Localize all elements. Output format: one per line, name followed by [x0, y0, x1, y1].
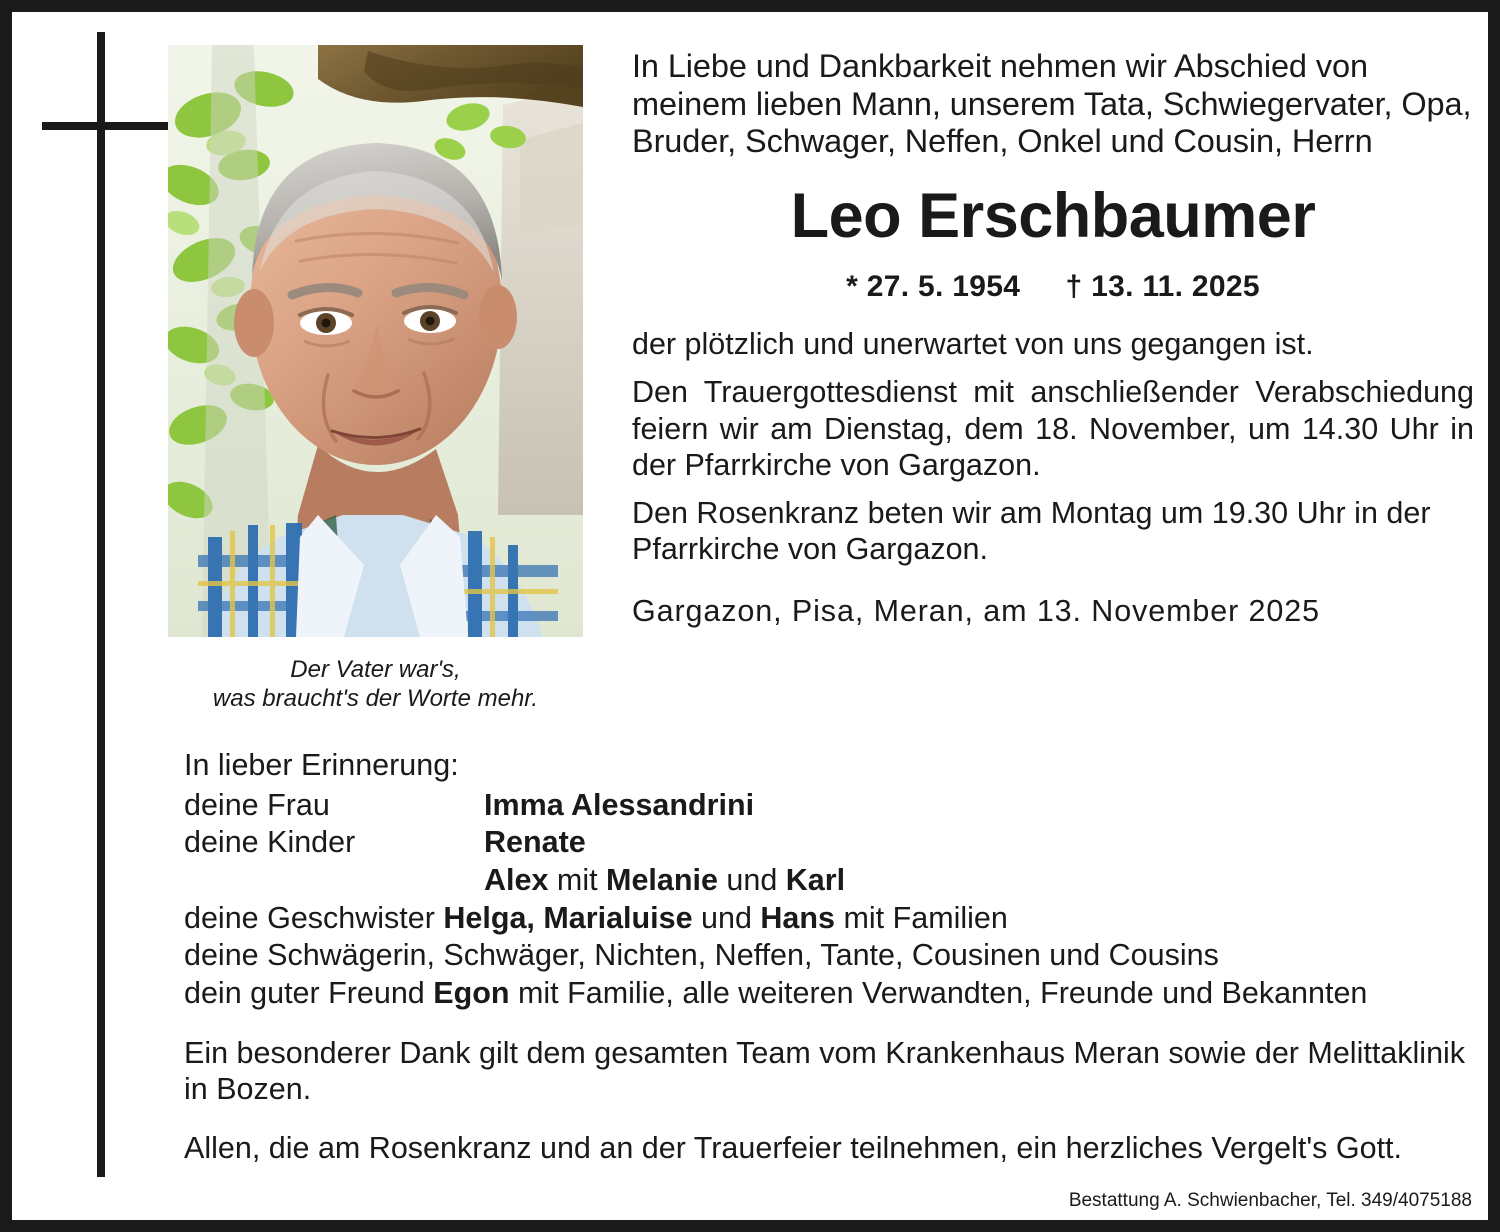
family-row-wife	[184, 787, 1474, 825]
friend-name: Egon	[433, 975, 510, 1010]
memorial-block	[184, 747, 1474, 1166]
notice-inner	[12, 12, 1488, 1220]
thanks-attendees: Allen, die am Rosenkranz und an der Trauerfeier teilnehmen, ein herzliches Vergelt's Gott.	[184, 1130, 1403, 1165]
photo-caption-line2: was braucht's der Worte mehr.	[212, 685, 539, 713]
siblings-suffix: mit Familien	[835, 900, 1008, 935]
cross-vertical-bar	[97, 32, 105, 1177]
child-conj-2: und	[717, 862, 786, 897]
child-melanie: Melanie	[606, 862, 718, 897]
friend-label: dein guter Freund	[184, 975, 434, 1010]
christian-cross-icon	[42, 32, 172, 1177]
siblings-conj: und	[692, 900, 761, 935]
siblings-label: deine Geschwister	[184, 900, 444, 935]
child-conj-1: mit	[548, 862, 607, 897]
friend-line	[184, 975, 1474, 1013]
service-text: Den Trauergottesdienst mit anschließender Verabschiedung feiern wir am Dienstag, dem 18. November, um 14.30 Uhr in der Pfarrkirche von Gargazon.	[632, 375, 1474, 482]
friend-suffix: mit Familie, alle weiteren Verwandten, Freunde und Bekannten	[509, 975, 1368, 1010]
family-row-children	[184, 824, 1474, 862]
birth-date: 27. 5. 1954	[866, 270, 1021, 304]
portrait-photo-image	[168, 45, 583, 637]
rosary-text: Den Rosenkranz beten wir am Montag um 19.30 Uhr in der Pfarrkirche von Gargazon.	[632, 496, 1431, 567]
life-dates	[632, 270, 1474, 304]
family-value-child-renate: Renate	[484, 825, 586, 860]
family-label-children: deine Kinder	[184, 825, 356, 860]
portrait-photo	[168, 45, 583, 637]
deceased-name: Leo Erschbaumer	[790, 181, 1316, 252]
family-label-wife: deine Frau	[184, 787, 330, 822]
inlaws-line: deine Schwägerin, Schwäger, Nichten, Neffen, Tante, Cousinen und Cousins	[184, 938, 1219, 973]
birth-symbol: *	[846, 270, 859, 304]
siblings-line	[184, 900, 1474, 938]
memorial-heading: In lieber Erinnerung:	[184, 748, 459, 782]
photo-caption-line1: Der Vater war's,	[290, 656, 461, 683]
intro-text: In Liebe und Dankbarkeit nehmen wir Abschied von meinem lieben Mann, unserem Tata, Schwiegervater, Opa, Bruder, Schwager, Neffen, Onkel und Cousin, Herrn	[632, 48, 1472, 160]
child-karl: Karl	[785, 862, 846, 897]
funeral-home-credit: Bestattung A. Schwienbacher, Tel. 349/4075188	[1068, 1190, 1472, 1211]
child-alex: Alex	[484, 862, 549, 897]
family-value-children-2	[484, 862, 1474, 900]
death-symbol: †	[1065, 270, 1083, 304]
photo-caption	[152, 655, 599, 714]
death-date: 13. 11. 2025	[1091, 270, 1260, 304]
announcement-column	[632, 48, 1474, 629]
family-row-children-2	[184, 862, 1474, 900]
passing-text: der plötzlich und unerwartet von uns gegangen ist.	[632, 327, 1314, 362]
family-label-spacer	[184, 862, 484, 900]
family-value-wife: Imma Alessandrini	[484, 787, 755, 822]
siblings-names-1: Helga, Marialuise	[443, 900, 693, 935]
place-and-date: Gargazon, Pisa, Meran, am 13. November 2025	[632, 593, 1321, 628]
cross-horizontal-bar	[42, 122, 172, 130]
siblings-names-2: Hans	[760, 900, 835, 935]
thanks-hospital: Ein besonderer Dank gilt dem gesamten Team vom Krankenhaus Meran sowie der Melittaklinik in Bozen.	[184, 1035, 1466, 1107]
